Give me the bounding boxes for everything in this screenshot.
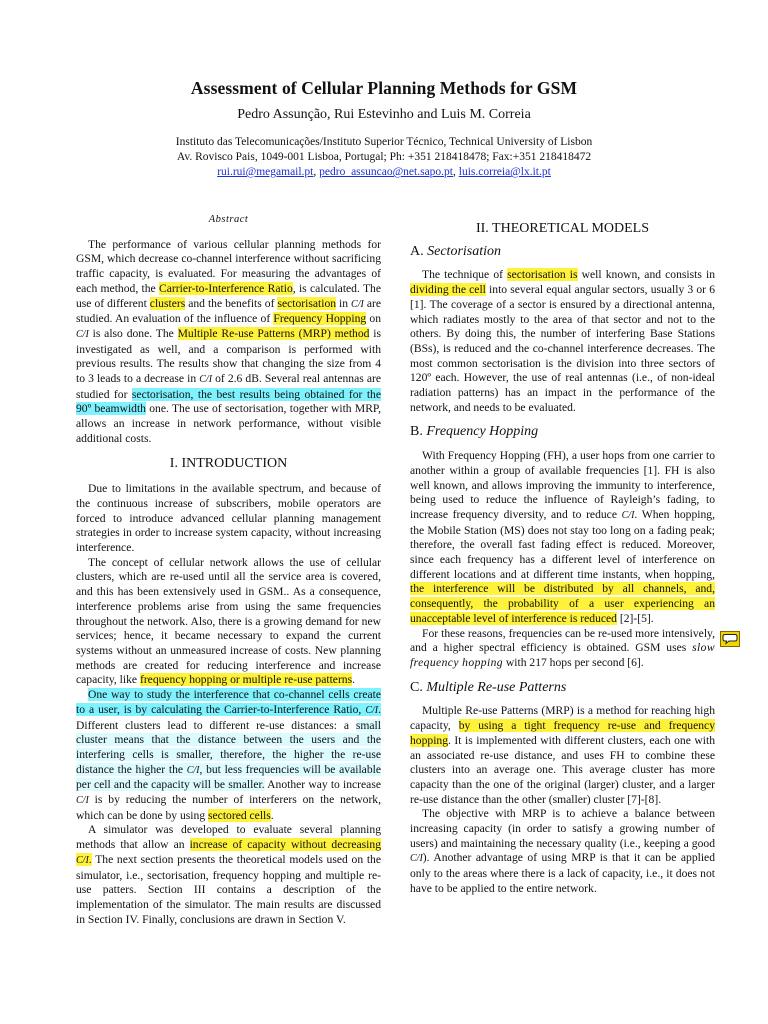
affiliation-line-2: Av. Rovisco Pais, 1049-001 Lisboa, Portugal; Ph: +351 218418478; Fax:+351 218418472	[176, 151, 592, 163]
intro-paragraph-2: The concept of cellular network allows the use of cellular clusters, which are re-used until all the service area is covered, and this has been extensively used in GSM.. As a consequence, interference problems arise from using the same frequencies throughout the network. Also, there is a growing demand for new services; hence, it became necessary to expand the current systems without an unmeasured increase of costs. New planning methods are created for reducing interference and increase capacity, like frequency hopping or multiple re-use patterns.	[76, 555, 381, 687]
mrp-paragraph-2: The objective with MRP is to achieve a balance between increasing capacity (in order to satisfy a growing number of users) and maintaining the necessary quality (i.e., keeping a good C/I). Another advantage of using MRP is that it can be applied only to the areas where there is a lack of capacity, i.e., it does not have to be applied to the entire network.	[410, 807, 715, 895]
highlight-clusters[interactable]: clusters	[149, 296, 186, 310]
email-separator: ,	[313, 166, 320, 178]
highlight-sectorisation-is[interactable]: sectorisation is	[507, 268, 578, 282]
intro-paragraph-3: One way to study the interference that co-channel cells create to a user, is by calculating the Carrier-to-Interference Ratio, C/I. Different clusters lead to different re-use distances: a small cluster means that the distance between the users and the interfering cells is smaller, therefore, the higher the re-use distance the higher the C/I, but less frequencies will be available per cell and the capacity will be smaller. Another way to increase C/I is by reducing the number of interferers on the network, which can be done by using sectored cells.	[76, 688, 381, 822]
theoretical-models-heading: II. THEORETICAL MODELS	[475, 221, 650, 236]
affiliation-block	[0, 135, 768, 180]
mrp-paragraph-1: Multiple Re-use Patterns (MRP) is a method for reaching high capacity, by using a tight frequency re-use and frequency hopping. It is implemented with different clusters, each one with an associated re-use distance, and uses FH to combine these clusters into an average one. This average cluster has more capacity than the one of the original (larger) cluster, and a larger re-use distance than the other (smaller) cluster [7]-[8].	[410, 704, 715, 806]
email-link-3[interactable]: luis.correia@lx.it.pt	[458, 166, 551, 178]
right-column	[410, 222, 715, 897]
paper-title: Assessment of Cellular Planning Methods for GSM	[190, 78, 578, 98]
subsection-b-heading: B. Frequency Hopping	[410, 424, 539, 440]
intro-paragraph-1: Due to limitations in the available spectrum, and because of the continuous increase of subscribers, mobile operators are forced to introduce advanced cellular planning management strategies in order to increase system capacity, without increasing interference.	[76, 482, 381, 555]
abstract-paragraph: The performance of various cellular planning methods for GSM, which decrease co-channel interference without sacrificing traffic capacity, is evaluated. For measuring the advantages of each method, the Carrier-to-Interference Ratio, is calculated. The use of different clusters and the benefits of sectorisation in C/I are studied. An evaluation of the influence of Frequency Hopping on C/I is also done. The Multiple Re-use Patterns (MRP) method is investigated as well, and a comparison is performed with previous results. The results show that changing the size from 4 to 3 leads to a decrease in C/I of 2.6 dB. Several real antennas are studied for sectorisation, the best results being obtained for the 90º beamwidth one. The use of sectorisation, together with MRP, allows an increase in network performance, without visible additional costs.	[76, 237, 382, 445]
affiliation-line-1: Instituto das Telecomunicações/Instituto Superior Técnico, Technical University of Lisbon	[175, 136, 593, 148]
highlight-interference-distributed[interactable]: the interference will be distributed by all channels, and, consequently, the probability of a user experiencing an unacceptable level of interference is reduced	[410, 582, 715, 625]
highlight-tight-reuse[interactable]: by using a tight frequency re-use and frequency hopping	[410, 719, 715, 747]
highlight-sectorisation[interactable]: sectorisation	[277, 296, 337, 310]
email-link-2[interactable]: pedro_assuncao@net.sapo.pt	[319, 166, 454, 178]
highlight-cir[interactable]: Carrier-to-Interference Ratio	[159, 281, 293, 295]
highlight-frequency-hopping[interactable]: Frequency Hopping	[273, 312, 367, 326]
introduction-heading: I. INTRODUCTION	[169, 455, 288, 471]
highlight-small-cluster[interactable]: small cluster means that the distance between the users and the interfering cells is smaller, therefore, the higher the re-use distance the higher the C/I, but less frequencies will be available per cell and the capacity will be smaller.	[76, 718, 381, 792]
email-link-1[interactable]: rui.rui@megamail.pt	[217, 166, 314, 178]
comment-icon[interactable]	[720, 631, 740, 647]
highlight-fh-mrp[interactable]: frequency hopping or multiple re-use patterns	[139, 673, 353, 687]
highlight-one-way[interactable]: One way to study the interference that co-channel cells create to a user, is by calculating the Carrier-to-Interference Ratio, C/I.	[76, 688, 381, 716]
highlight-sectorisation-results[interactable]: sectorisation, the best results being obtained for the 90º beamwidth	[76, 387, 381, 416]
highlight-dividing-cell[interactable]: dividing the cell	[410, 283, 486, 297]
email-line	[0, 165, 768, 180]
highlight-sectored-cells[interactable]: sectored cells	[208, 808, 271, 822]
frequency-hopping-paragraph-1: With Frequency Hopping (FH), a user hops from one carrier to another within a group of available frequencies [1]. FH is also well known, and allows improving the immunity to interference, being used to reduce the influence of Rayleigh’s fading, to increase frequency diversity, and to reduce C/I. When hopping, the Mobile Station (MS) does not stay too long on a fading peak; therefore, the overall fast fading effect is reduced. Moreover, since each frequency has a different level of interference on different locations and at different time instants, when hopping, the interference will be distributed by all channels, and, consequently, the probability of a user experiencing an unacceptable level of interference is reduced [2]-[5].	[410, 449, 715, 625]
abstract-heading: Abstract	[208, 214, 249, 225]
highlight-increase-capacity[interactable]: increase of capacity without decreasing C/I.	[76, 838, 381, 866]
highlight-mrp-method[interactable]: Multiple Re-use Patterns (MRP) method	[177, 326, 370, 340]
subsection-a-heading: A. Sectorisation	[410, 243, 502, 259]
left-column	[76, 213, 381, 927]
email-separator: ,	[453, 166, 459, 178]
author-list: Pedro Assunção, Rui Estevinho and Luis M. Correia	[237, 107, 531, 122]
subsection-c-heading: C. Multiple Re-use Patterns	[410, 679, 567, 695]
frequency-hopping-paragraph-2: For these reasons, frequencies can be re-used more intensively, and a higher spectral efficiency is obtained. GSM uses slow frequency hopping with 217 hops per second [6].	[410, 626, 715, 669]
intro-paragraph-4: A simulator was developed to evaluate several planning methods that allow an increase of capacity without decreasing C/I. The next section presents the theoretical models used on the simulator, i.e., sectorisation, frequency hopping and multiple re-use patters. Section III contains a description of the implementation of the simulator. The main results are discussed in Section IV. Finally, conclusions are drawn in Section V.	[76, 823, 381, 926]
sectorisation-paragraph: The technique of sectorisation is well known, and consists in dividing the cell into several equal angular sectors, usually 3 or 6 [1]. The coverage of a sector is ensured by a directional antenna, which radiates mostly to the area of that sector and not to the others. By doing this, the number of interfering Base Stations (BSs), is reduced and the co-channel interference decreases. The most common sectorisation is the division into three sectors of 120º each. However, the use of real antennas (i.e., of non-ideal radiation patterns) has an impact in the performance of the network, and needs to be evaluated.	[410, 268, 716, 414]
